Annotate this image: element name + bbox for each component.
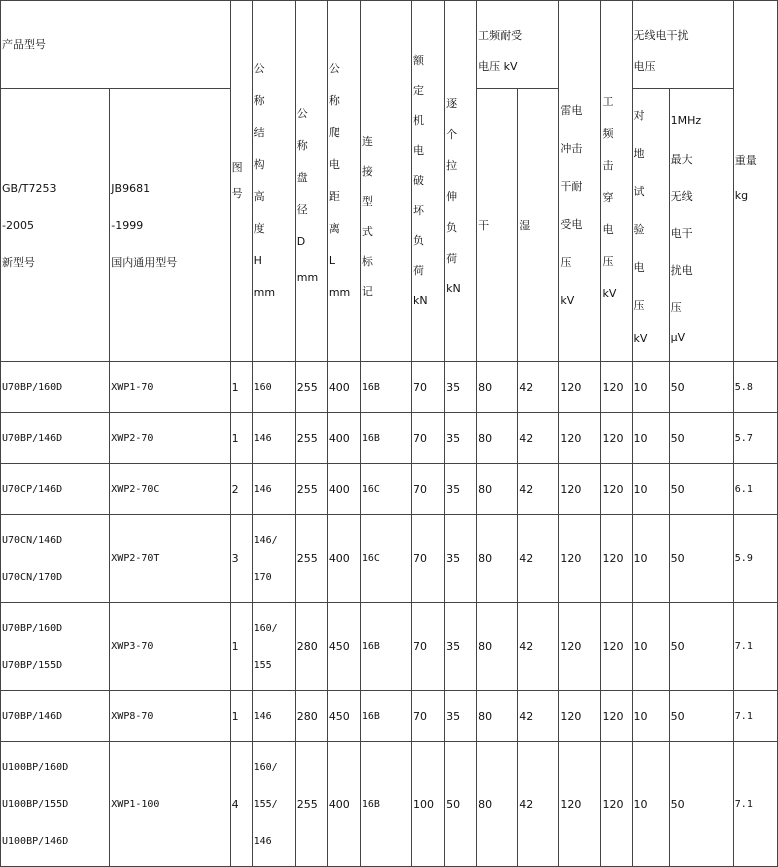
riv-test-cell: 10 bbox=[632, 691, 669, 742]
table-row bbox=[1, 464, 778, 515]
fig-no-cell: 3 bbox=[230, 515, 252, 603]
creepage-cell: 400 bbox=[327, 742, 360, 867]
dry-header: 干 bbox=[477, 89, 518, 362]
weight-cell: 5.9 bbox=[733, 515, 777, 603]
riv-max-label-1: 1MHz bbox=[670, 113, 702, 127]
table-row bbox=[1, 413, 778, 464]
table-row bbox=[1, 691, 778, 742]
pf-withstand-label-2: 电压 kV bbox=[478, 59, 518, 73]
lightning-header bbox=[559, 1, 601, 362]
gb-model-cell: U70BP/146D bbox=[1, 413, 110, 464]
jb-model-cell: XWP1-100 bbox=[110, 742, 230, 867]
weight-cell: 6.1 bbox=[733, 464, 777, 515]
routine-load-cell: 35 bbox=[445, 691, 477, 742]
creepage-cell: 400 bbox=[327, 413, 360, 464]
routine-load-label: 逐个拉伸负荷 bbox=[446, 97, 458, 265]
pf-puncture-cell: 120 bbox=[601, 742, 632, 867]
disc-diameter-cell: 255 bbox=[295, 413, 327, 464]
rated-load-cell: 70 bbox=[412, 413, 445, 464]
dry-withstand-cell: 80 bbox=[477, 742, 518, 867]
pf-puncture-unit: kV bbox=[602, 287, 617, 300]
dry-withstand-cell: 80 bbox=[477, 413, 518, 464]
wet-withstand-cell: 42 bbox=[518, 742, 559, 867]
rated-load-label: 额定机电破坏负荷 bbox=[413, 54, 425, 277]
weight-unit: kg bbox=[734, 189, 749, 202]
riv-max-cell: 50 bbox=[669, 603, 733, 691]
coupling-cell: 16B bbox=[360, 413, 411, 464]
riv-test-cell: 10 bbox=[632, 413, 669, 464]
jb-model-cell: XWP1-70 bbox=[110, 362, 230, 413]
gb-model-cell: U70BP/146D bbox=[1, 691, 110, 742]
wet-withstand-cell: 42 bbox=[518, 464, 559, 515]
routine-load-cell: 35 bbox=[445, 464, 477, 515]
table-row bbox=[1, 362, 778, 413]
pf-puncture-cell: 120 bbox=[601, 691, 632, 742]
pf-withstand-header bbox=[477, 1, 559, 89]
riv-test-label: 对地试验电压 bbox=[633, 109, 645, 312]
wet-header: 湿 bbox=[518, 89, 559, 362]
creepage-cell: 450 bbox=[327, 691, 360, 742]
routine-load-header bbox=[445, 1, 477, 362]
lightning-cell: 120 bbox=[559, 413, 601, 464]
weight-cell: 7.1 bbox=[733, 742, 777, 867]
weight-cell: 7.1 bbox=[733, 691, 777, 742]
coupling-cell: 16B bbox=[360, 362, 411, 413]
riv-label-2: 电压 bbox=[633, 59, 656, 73]
lightning-cell: 120 bbox=[559, 691, 601, 742]
lightning-cell: 120 bbox=[559, 603, 601, 691]
riv-test-cell: 10 bbox=[632, 603, 669, 691]
riv-test-cell: 10 bbox=[632, 515, 669, 603]
wet-withstand-cell: 42 bbox=[518, 413, 559, 464]
height-cell: 146 bbox=[252, 691, 295, 742]
creepage-cell: 400 bbox=[327, 464, 360, 515]
coupling-cell: 16B bbox=[360, 691, 411, 742]
pf-puncture-cell: 120 bbox=[601, 464, 632, 515]
rated-load-cell: 70 bbox=[412, 603, 445, 691]
table-row bbox=[1, 742, 778, 867]
wet-withstand-cell: 42 bbox=[518, 362, 559, 413]
disc-diameter-cell: 255 bbox=[295, 515, 327, 603]
riv-test-unit: kV bbox=[633, 332, 648, 345]
wet-withstand-cell: 42 bbox=[518, 603, 559, 691]
riv-max-cell: 50 bbox=[669, 464, 733, 515]
riv-test-cell: 10 bbox=[632, 742, 669, 867]
riv-test-cell: 10 bbox=[632, 362, 669, 413]
gb-model-cell: U70CP/146D bbox=[1, 464, 110, 515]
lightning-unit: kV bbox=[560, 294, 575, 307]
weight-label: 重量 bbox=[734, 154, 757, 167]
table-body bbox=[1, 362, 778, 867]
fig-no-cell: 1 bbox=[230, 362, 252, 413]
fig-no-cell: 1 bbox=[230, 413, 252, 464]
height-header bbox=[252, 1, 295, 362]
jb-model-cell: XWP8-70 bbox=[110, 691, 230, 742]
disc-diameter-label: 公称盘径D bbox=[296, 107, 308, 248]
jb-model-cell: XWP2-70C bbox=[110, 464, 230, 515]
jb-model-cell: XWP2-70 bbox=[110, 413, 230, 464]
disc-diameter-cell: 280 bbox=[295, 603, 327, 691]
dry-withstand-cell: 80 bbox=[477, 515, 518, 603]
height-cell: 160 bbox=[252, 362, 295, 413]
height-cell: 146 bbox=[252, 464, 295, 515]
rated-load-cell: 70 bbox=[412, 464, 445, 515]
coupling-cell: 16C bbox=[360, 515, 411, 603]
creepage-unit: mm bbox=[328, 286, 351, 299]
lightning-cell: 120 bbox=[559, 515, 601, 603]
riv-max-cell: 50 bbox=[669, 691, 733, 742]
disc-diameter-cell: 280 bbox=[295, 691, 327, 742]
routine-load-cell: 50 bbox=[445, 742, 477, 867]
fig-no-cell: 1 bbox=[230, 691, 252, 742]
coupling-label: 连接型式标记 bbox=[361, 135, 373, 298]
dry-withstand-cell: 80 bbox=[477, 603, 518, 691]
routine-load-cell: 35 bbox=[445, 413, 477, 464]
riv-max-cell: 50 bbox=[669, 515, 733, 603]
rated-load-cell: 100 bbox=[412, 742, 445, 867]
gb-model-cell: U100BP/160D U100BP/155D U100BP/146D bbox=[1, 742, 110, 867]
disc-diameter-unit: mm bbox=[296, 271, 319, 284]
height-unit: mm bbox=[253, 286, 276, 299]
creepage-cell: 450 bbox=[327, 603, 360, 691]
height-cell: 146 bbox=[252, 413, 295, 464]
disc-diameter-cell: 255 bbox=[295, 742, 327, 867]
fig-no-cell: 2 bbox=[230, 464, 252, 515]
routine-load-cell: 35 bbox=[445, 362, 477, 413]
pf-puncture-cell: 120 bbox=[601, 413, 632, 464]
height-cell: 160/ 155 bbox=[252, 603, 295, 691]
pf-puncture-label: 工频击穿电压 bbox=[602, 95, 614, 268]
riv-test-cell: 10 bbox=[632, 464, 669, 515]
pf-withstand-label: 工频耐受 bbox=[478, 28, 523, 42]
lightning-label: 雷电 冲击 干耐 受电 压 bbox=[560, 104, 583, 269]
lightning-cell: 120 bbox=[559, 464, 601, 515]
fig-no-cell: 1 bbox=[230, 603, 252, 691]
rated-load-cell: 70 bbox=[412, 691, 445, 742]
creepage-cell: 400 bbox=[327, 515, 360, 603]
weight-cell: 5.8 bbox=[733, 362, 777, 413]
routine-load-unit: kN bbox=[446, 282, 461, 295]
fig-no-label: 图号 bbox=[231, 161, 243, 200]
weight-header bbox=[733, 1, 777, 362]
dry-withstand-cell: 80 bbox=[477, 362, 518, 413]
disc-diameter-cell: 255 bbox=[295, 464, 327, 515]
gb-model-cell: U70CN/146D U70CN/170D bbox=[1, 515, 110, 603]
coupling-cell: 16C bbox=[360, 464, 411, 515]
riv-test-header bbox=[632, 89, 669, 362]
routine-load-cell: 35 bbox=[445, 515, 477, 603]
rated-load-unit: kN bbox=[413, 294, 428, 307]
routine-load-cell: 35 bbox=[445, 603, 477, 691]
pf-puncture-cell: 120 bbox=[601, 603, 632, 691]
gb-model-cell: U70BP/160D bbox=[1, 362, 110, 413]
lightning-cell: 120 bbox=[559, 362, 601, 413]
pf-puncture-cell: 120 bbox=[601, 515, 632, 603]
table-row bbox=[1, 515, 778, 603]
pf-puncture-header bbox=[601, 1, 632, 362]
disc-diameter-cell: 255 bbox=[295, 362, 327, 413]
creepage-label: 公称爬电距离L bbox=[328, 62, 340, 267]
pf-puncture-cell: 120 bbox=[601, 362, 632, 413]
jb-model-cell: XWP3-70 bbox=[110, 603, 230, 691]
riv-max-label-2: 最大 无线 电干 扰电 压 bbox=[670, 152, 693, 314]
creepage-header bbox=[327, 1, 360, 362]
lightning-cell: 120 bbox=[559, 742, 601, 867]
table-row bbox=[1, 603, 778, 691]
riv-max-unit: μV bbox=[670, 330, 686, 344]
weight-cell: 7.1 bbox=[733, 603, 777, 691]
fig-no-cell: 4 bbox=[230, 742, 252, 867]
creepage-cell: 400 bbox=[327, 362, 360, 413]
height-cell: 160/ 155/ 146 bbox=[252, 742, 295, 867]
riv-max-cell: 50 bbox=[669, 742, 733, 867]
rated-load-header bbox=[412, 1, 445, 362]
disc-diameter-header bbox=[295, 1, 327, 362]
wet-withstand-cell: 42 bbox=[518, 691, 559, 742]
header-row-1 bbox=[1, 1, 778, 89]
gb-model-header: GB/T7253 -2005 新型号 bbox=[1, 89, 110, 362]
riv-label: 无线电干扰 bbox=[633, 28, 689, 42]
coupling-header bbox=[360, 1, 411, 362]
product-model-header: 产品型号 bbox=[1, 1, 231, 89]
weight-cell: 5.7 bbox=[733, 413, 777, 464]
riv-max-cell: 50 bbox=[669, 362, 733, 413]
riv-max-header bbox=[669, 89, 733, 362]
jb-model-cell: XWP2-70T bbox=[110, 515, 230, 603]
riv-max-cell: 50 bbox=[669, 413, 733, 464]
rated-load-cell: 70 bbox=[412, 362, 445, 413]
dry-withstand-cell: 80 bbox=[477, 464, 518, 515]
wet-withstand-cell: 42 bbox=[518, 515, 559, 603]
coupling-cell: 16B bbox=[360, 603, 411, 691]
rated-load-cell: 70 bbox=[412, 515, 445, 603]
coupling-cell: 16B bbox=[360, 742, 411, 867]
dry-withstand-cell: 80 bbox=[477, 691, 518, 742]
height-label: 公称结构高度H bbox=[253, 62, 265, 267]
jb-model-header: JB9681 -1999 国内通用型号 bbox=[110, 89, 230, 362]
gb-model-cell: U70BP/160D U70BP/155D bbox=[1, 603, 110, 691]
riv-header bbox=[632, 1, 733, 89]
fig-no-header bbox=[230, 1, 252, 362]
height-cell: 146/ 170 bbox=[252, 515, 295, 603]
